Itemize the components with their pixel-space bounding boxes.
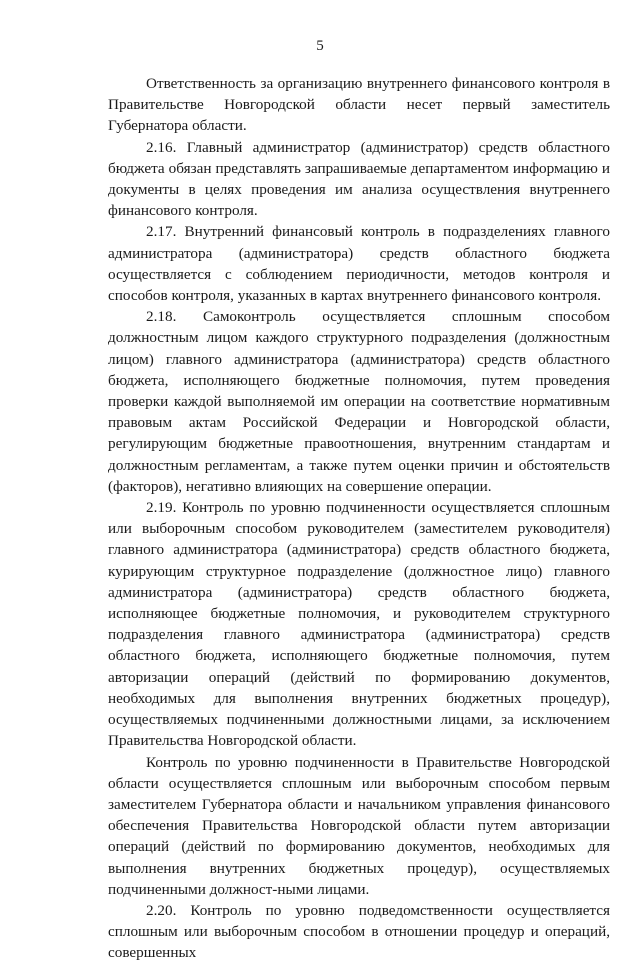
paragraph-2-19: 2.19. Контроль по уровню подчиненности осуществляется сплошным или выборочным способом руководителем (заместителем руководителя) главного администратора (администратора) средств областного бюджета, курирующим структурное подразделение (должностное лицо) главного администратора (администратора) средств областного бюджета, исполняющее бюджетные полномочия, и руководителем структурного подразделения главного администратора (администратора) средств областного бюджета, исполняющего бюджетные полномочия, путем авторизации операций (действий по формированию документов, необходимых для выполнения внутренних бюджетных процедур), осуществляемых подчиненными должностными лицами, за исключением Правительства Новгородской области. (108, 499, 610, 750)
paragraph-2-17: 2.17. Внутренний финансовый контроль в подразделениях главного администратора (администратора) средств областного бюджета осуществляется с соблюдением периодичности, методов контроля и способов контроля, указанных в картах внутреннего финансового контроля. (108, 223, 610, 305)
document-body (108, 73, 610, 964)
paragraph-subordination-control: Контроль по уровню подчиненности в Правительстве Новгородской области осуществляется сплошным или выборочным способом первым заместителем Губернатора области и начальником управления финансового обеспечения Правительства Новгородской области путем авторизации операций (действий по формированию документов, необходимых для выполнения внутренних бюджетных процедур), осуществляемых подчиненными должност-ными лицами. (108, 753, 610, 898)
page-number: 5 (316, 38, 324, 54)
paragraph-2-18: 2.18. Самоконтроль осуществляется сплошным способом должностным лицом каждого структурного подразделения (должностным лицом) главного администратора (администратора) средств областного бюджета, исполняющего бюджетные полномочия, путем проведения проверки каждой выполняемой им операции на соответствие нормативным правовым актам Российской Федерации и Новгородской области, регулирующим бюджетные правоотношения, внутренним стандартам и должностным регламентам, а также путем оценки причин и обстоятельств (факторов), негативно влияющих на совершение операции. (108, 308, 610, 495)
paragraph-2-20: 2.20. Контроль по уровню подведомственности осуществляется сплошным или выборочным способом в отношении процедур и операций, совершенных (108, 901, 610, 962)
paragraph-responsibility: Ответственность за организацию внутреннего финансового контроля в Правительстве Новгородской области несет первый заместитель Губернатора области. (108, 75, 610, 135)
paragraph-2-16: 2.16. Главный администратор (администратор) средств областного бюджета обязан представлять запрашиваемые департаментом информацию и документы в целях проведения им анализа осуществления внутреннего финансового контроля. (108, 138, 610, 220)
